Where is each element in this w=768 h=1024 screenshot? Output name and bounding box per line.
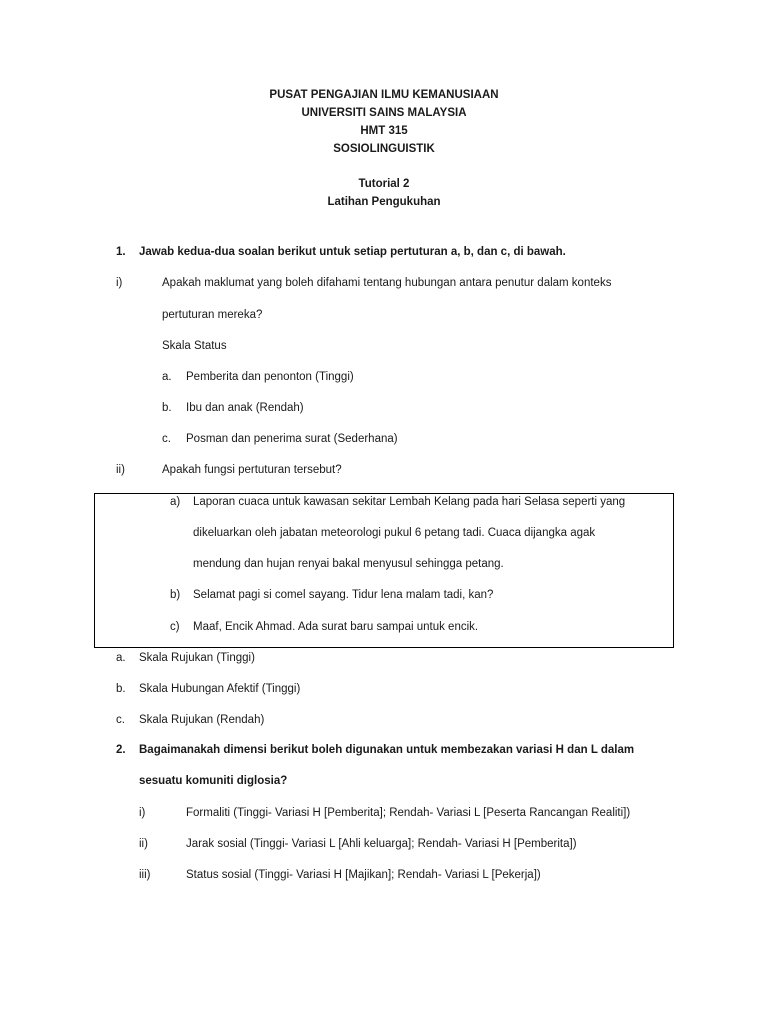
q2-number: 2. xyxy=(116,744,126,756)
q2-text-line1: Bagaimanakah dimensi berikut boleh digunakan untuk membezakan variasi H dan L dalam xyxy=(139,744,635,756)
course-code: HMT 315 xyxy=(360,125,408,137)
q2-item-i-text: Formaliti (Tinggi- Variasi H [Pemberita]; Rendah- Variasi L [Peserta Rancangan Realiti]) xyxy=(186,807,631,819)
utterance-b-text: Selamat pagi si comel sayang. Tidur lena malam tadi, kan? xyxy=(193,589,494,601)
utterance-c-text: Maaf, Encik Ahmad. Ada surat baru sampai untuk encik. xyxy=(193,621,479,633)
utterance-a-line2: dikeluarkan oleh jabatan meteorologi pukul 6 petang tadi. Cuaca dijangka agak xyxy=(193,527,596,539)
utterance-a-line1: Laporan cuaca untuk kawasan sekitar Lembah Kelang pada hari Selasa seperti yang xyxy=(193,496,626,508)
tutorial-subtitle: Latihan Pengukuhan xyxy=(327,196,441,208)
q1-i-answer-c-text: Posman dan penerima surat (Sederhana) xyxy=(186,433,398,445)
q1-i-answer-b-text: Ibu dan anak (Rendah) xyxy=(186,402,304,414)
q1-ii-label: ii) xyxy=(116,464,125,476)
utterance-a-label: a) xyxy=(170,496,181,508)
course-title: SOSIOLINGUISTIK xyxy=(333,143,435,155)
q1-ii-answer-a-text: Skala Rujukan (Tinggi) xyxy=(139,652,255,664)
q1-i-text-line2: pertuturan mereka? xyxy=(162,309,263,321)
q2-item-ii-label: ii) xyxy=(139,838,148,850)
q1-ii-answer-c-label: c. xyxy=(116,714,125,726)
utterance-a-line3: mendung dan hujan renyai bakal menyusul sehingga petang. xyxy=(193,558,504,570)
q1-ii-answer-b-text: Skala Hubungan Afektif (Tinggi) xyxy=(139,683,301,695)
tutorial-title: Tutorial 2 xyxy=(358,178,410,190)
utterance-b-label: b) xyxy=(170,589,181,601)
q2-item-iii-label: iii) xyxy=(139,869,151,881)
scale-status-title: Skala Status xyxy=(162,340,227,352)
q1-i-text-line1: Apakah maklumat yang boleh difahami tentang hubungan antara penutur dalam konteks xyxy=(162,277,612,289)
q1-ii-answer-a-label: a. xyxy=(116,652,126,664)
q1-i-label: i) xyxy=(116,277,123,289)
q1-i-answer-c-label: c. xyxy=(162,433,171,445)
q1-text: Jawab kedua-dua soalan berikut untuk setiap pertuturan a, b, dan c, di bawah. xyxy=(139,246,566,258)
q1-i-answer-a-label: a. xyxy=(162,371,172,383)
q1-ii-answer-b-label: b. xyxy=(116,683,126,695)
q1-ii-text: Apakah fungsi pertuturan tersebut? xyxy=(162,464,342,476)
q1-i-answer-b-label: b. xyxy=(162,402,172,414)
q2-item-ii-text: Jarak sosial (Tinggi- Variasi L [Ahli keluarga]; Rendah- Variasi H [Pemberita]) xyxy=(186,838,577,850)
q2-item-i-label: i) xyxy=(139,807,146,819)
q1-ii-answer-c-text: Skala Rujukan (Rendah) xyxy=(139,714,265,726)
school-name: PUSAT PENGAJIAN ILMU KEMANUSIAAN xyxy=(269,89,499,101)
university-name: UNIVERSITI SAINS MALAYSIA xyxy=(301,107,467,119)
utterance-c-label: c) xyxy=(170,621,180,633)
q2-item-iii-text: Status sosial (Tinggi- Variasi H [Majikan]; Rendah- Variasi L [Pekerja]) xyxy=(186,869,541,881)
q2-text-line2: sesuatu komuniti diglosia? xyxy=(139,775,288,787)
q1-number: 1. xyxy=(116,246,126,258)
q1-i-answer-a-text: Pemberita dan penonton (Tinggi) xyxy=(186,371,354,383)
